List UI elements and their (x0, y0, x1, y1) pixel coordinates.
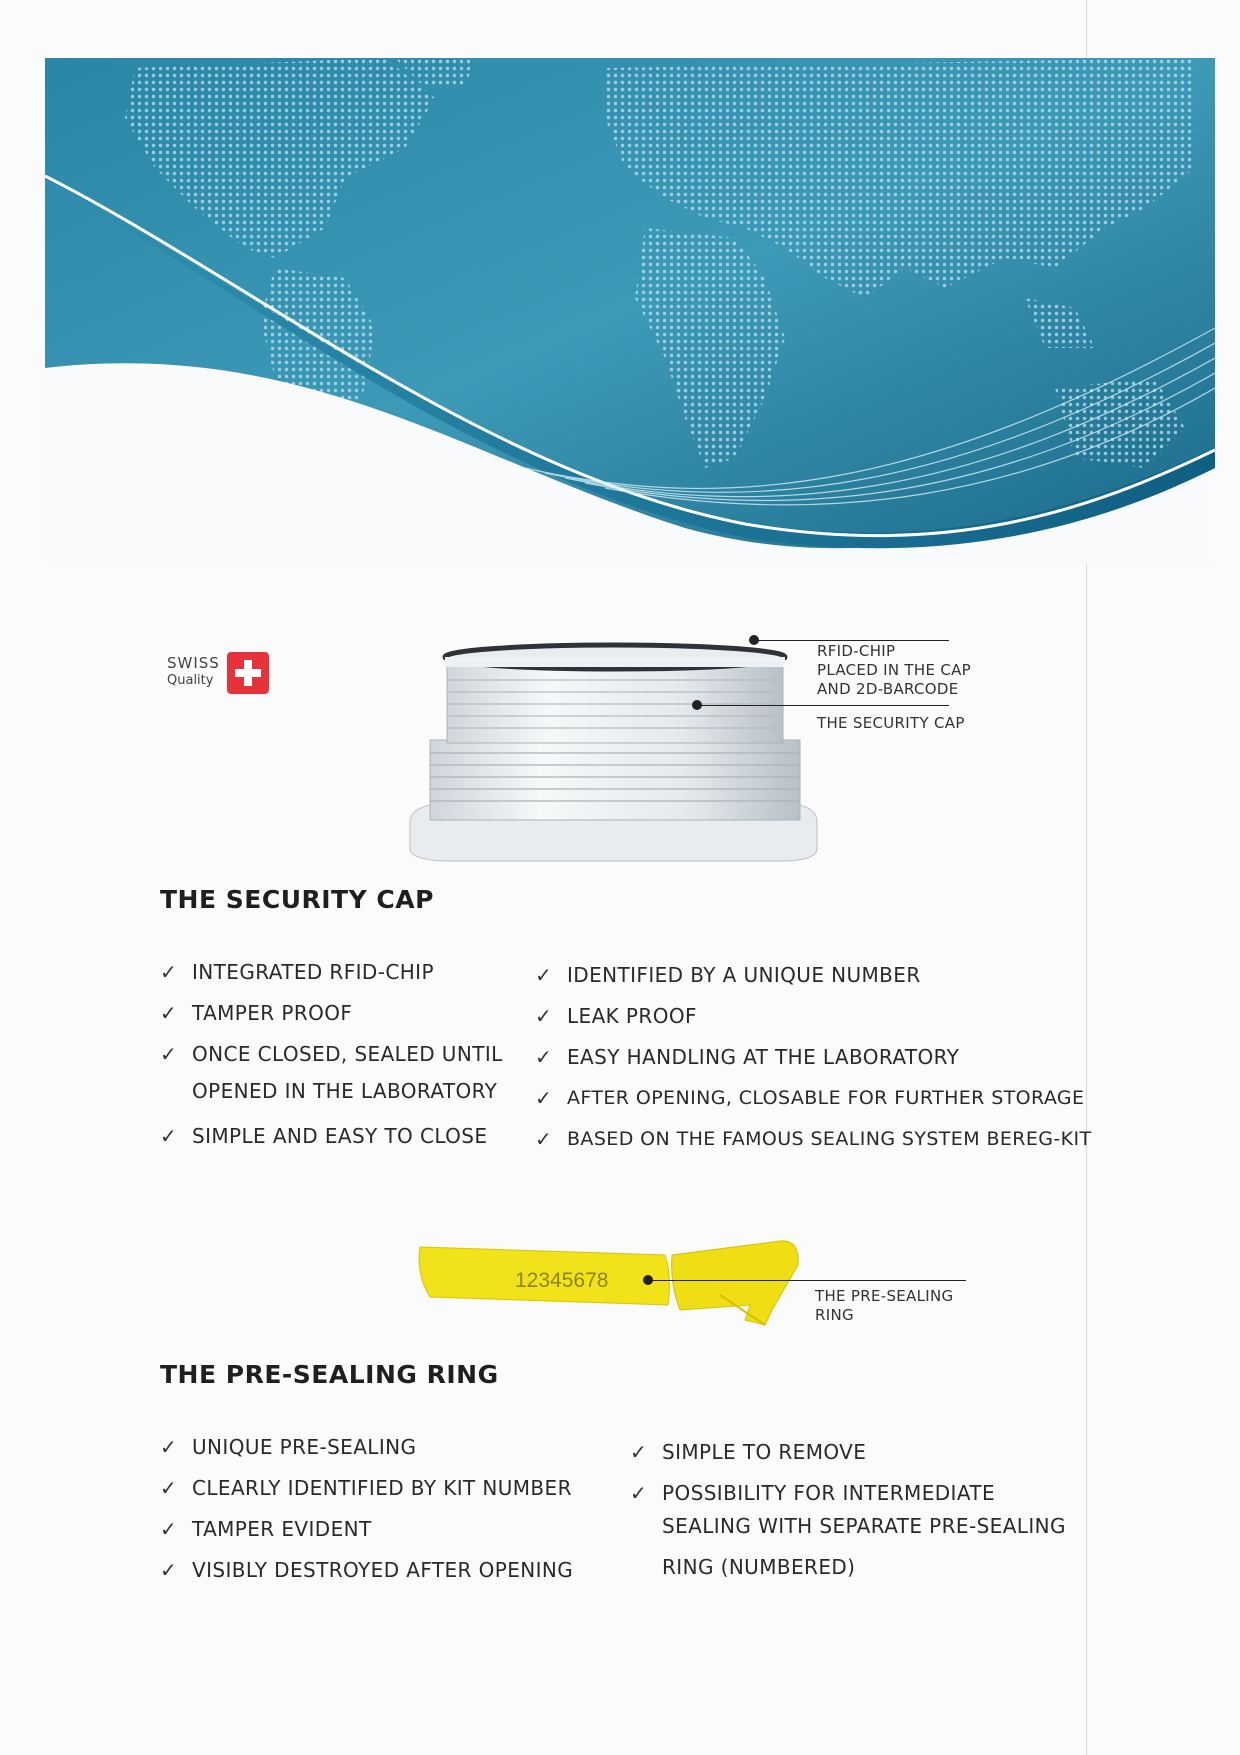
check-icon: ✓ (160, 1558, 178, 1582)
feature-continuation: OPENED IN THE LABORATORY (192, 1079, 498, 1103)
check-icon: ✓ (160, 1042, 178, 1066)
pre-sealing-ring-leader-line (648, 1280, 966, 1281)
check-icon: ✓ (160, 1476, 178, 1500)
feature-item: ✓ VISIBLY DESTROYED AFTER OPENING (160, 1550, 573, 1591)
pre-sealing-ring-illustration (410, 1235, 830, 1345)
feature-item: ✓ SIMPLE AND EASY TO CLOSE (160, 1116, 503, 1157)
feature-item: ✓ TAMPER EVIDENT (160, 1509, 573, 1550)
feature-item: ✓ INTEGRATED RFID-CHIP (160, 952, 503, 993)
check-icon: ✓ (160, 1001, 178, 1025)
pre-sealing-ring-callout (815, 1287, 953, 1325)
security-cap-callout (817, 714, 965, 733)
callout-line-3: AND 2D-BARCODE (817, 680, 959, 698)
feature-continuation: SEALING WITH SEPARATE PRE-SEALING (662, 1514, 1066, 1538)
callout-line-2: PLACED IN THE CAP (817, 661, 971, 679)
pre-sealing-ring-image (410, 1235, 830, 1345)
feature-item: ✓ SIMPLE TO REMOVE (630, 1432, 995, 1473)
check-icon: ✓ (630, 1440, 648, 1464)
security-cap-illustration (405, 625, 825, 875)
callout-line-1: RFID-CHIP (817, 642, 896, 660)
feature-item: ✓ UNIQUE PRE-SEALING (160, 1427, 573, 1468)
swiss-label: SWISS (167, 654, 220, 672)
quality-label: Quality (167, 673, 214, 688)
ring-number: 12345678 (515, 1269, 609, 1292)
feature-item: ✓ POSSIBILITY FOR INTERMEDIATE (630, 1473, 995, 1514)
check-icon: ✓ (160, 1435, 178, 1459)
feature-item: ✓ AFTER OPENING, CLOSABLE FOR FURTHER STORAGE (535, 1078, 1092, 1119)
swiss-cross-icon (227, 652, 269, 694)
check-icon: ✓ (160, 960, 178, 984)
callout-line-1: THE PRE-SEALING (815, 1287, 954, 1305)
check-icon: ✓ (630, 1481, 648, 1505)
security-cap-image (405, 625, 825, 875)
world-map-illustration (45, 58, 1215, 563)
pre-sealing-features-right (630, 1432, 995, 1514)
security-cap-title: THE SECURITY CAP (160, 885, 434, 914)
check-icon: ✓ (160, 1124, 178, 1148)
security-cap-leader-line (697, 705, 949, 706)
check-icon: ✓ (535, 1086, 553, 1110)
swiss-quality-badge (167, 652, 277, 698)
feature-item: ✓ IDENTIFIED BY A UNIQUE NUMBER (535, 955, 1092, 996)
pre-sealing-ring-title: THE PRE-SEALING RING (160, 1360, 499, 1389)
check-icon: ✓ (535, 1127, 553, 1151)
security-cap-features-left (160, 952, 503, 1157)
rfid-chip-leader-line (754, 640, 949, 641)
rfid-chip-callout (817, 642, 971, 699)
security-cap-features-right (535, 955, 1092, 1160)
pre-sealing-features-left (160, 1427, 573, 1591)
check-icon: ✓ (535, 1045, 553, 1069)
feature-item: ✓ CLEARLY IDENTIFIED BY KIT NUMBER (160, 1468, 573, 1509)
check-icon: ✓ (160, 1517, 178, 1541)
feature-item: ✓ EASY HANDLING AT THE LABORATORY (535, 1037, 1092, 1078)
feature-item: ✓ BASED ON THE FAMOUS SEALING SYSTEM BEREG-KIT (535, 1119, 1092, 1160)
feature-item: ✓ ONCE CLOSED, SEALED UNTIL (160, 1034, 503, 1075)
feature-item: ✓ TAMPER PROOF (160, 993, 503, 1034)
feature-continuation: RING (NUMBERED) (662, 1555, 856, 1579)
feature-item: ✓ LEAK PROOF (535, 996, 1092, 1037)
check-icon: ✓ (535, 1004, 553, 1028)
hero-banner (45, 58, 1215, 563)
callout-line-2: RING (815, 1306, 854, 1324)
check-icon: ✓ (535, 963, 553, 987)
security-cap-callout-label: THE SECURITY CAP (817, 714, 965, 732)
